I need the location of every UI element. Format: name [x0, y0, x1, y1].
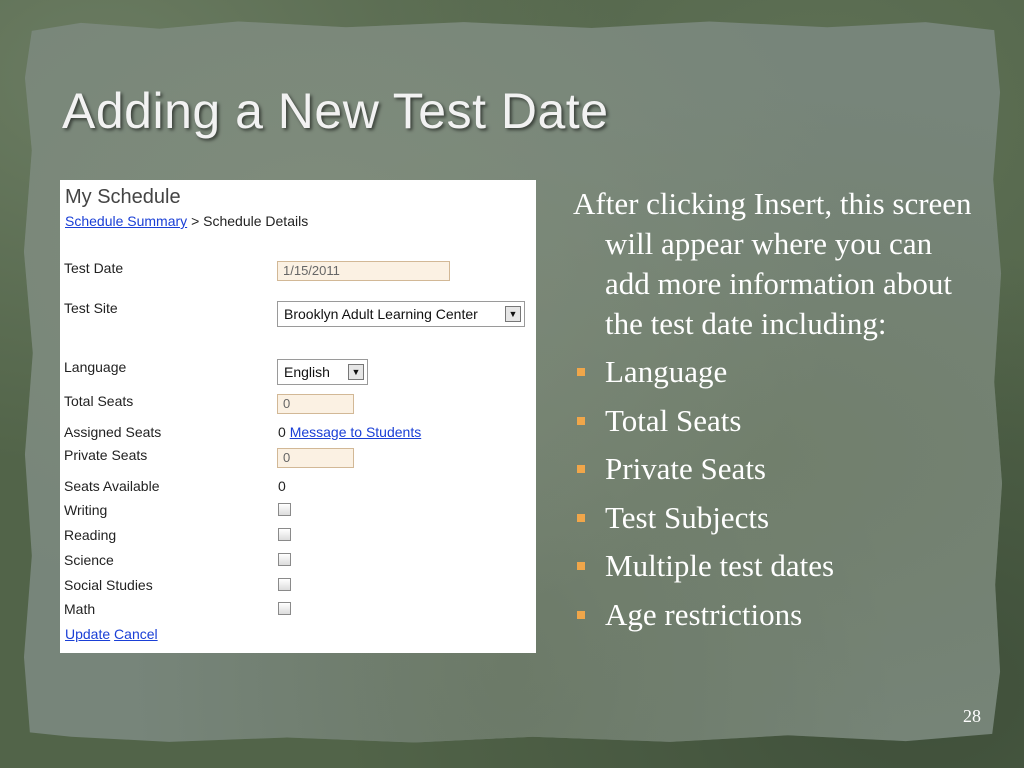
list-item-label: Language — [605, 354, 728, 389]
test-date-input[interactable]: 1/15/2011 — [277, 261, 450, 281]
update-link[interactable]: Update — [65, 626, 111, 642]
slide-title: Adding a New Test Date — [62, 83, 609, 139]
list-item-label: Multiple test dates — [605, 548, 835, 583]
social-studies-checkbox[interactable] — [278, 578, 291, 591]
math-checkbox[interactable] — [278, 602, 291, 615]
form-actions — [65, 626, 158, 642]
language-select[interactable] — [277, 359, 368, 385]
list-item — [573, 494, 973, 543]
message-to-students-link[interactable]: Message to Students — [289, 424, 422, 440]
private-seats-label: Private Seats — [64, 447, 148, 463]
total-seats-label: Total Seats — [64, 393, 134, 409]
slide-body-text — [573, 184, 973, 639]
bullet-square-icon — [577, 611, 585, 619]
feature-list — [573, 348, 973, 639]
private-seats-input[interactable]: 0 — [277, 448, 354, 468]
breadcrumb-current: Schedule Details — [203, 213, 309, 229]
writing-checkbox[interactable] — [278, 503, 291, 516]
list-item-label: Age restrictions — [605, 596, 803, 632]
test-site-value: Brooklyn Adult Learning Center — [284, 306, 478, 322]
reading-checkbox[interactable] — [278, 528, 291, 541]
list-item-label: Test Subjects — [605, 499, 770, 535]
chevron-down-icon[interactable]: ▼ — [505, 306, 521, 322]
list-item — [573, 591, 973, 640]
schedule-screenshot — [60, 180, 536, 653]
chevron-down-icon[interactable]: ▼ — [348, 364, 364, 380]
subject-label-reading: Reading — [64, 527, 117, 543]
test-site-label: Test Site — [64, 300, 118, 316]
breadcrumb-separator: > — [191, 213, 200, 229]
seats-available-label: Seats Available — [64, 478, 160, 494]
bullet-square-icon — [577, 514, 585, 522]
list-item-label: Private Seats — [605, 451, 766, 486]
science-checkbox[interactable] — [278, 553, 291, 566]
seats-available-value: 0 — [278, 478, 286, 494]
subject-label-writing: Writing — [64, 502, 108, 518]
bullet-square-icon — [577, 465, 585, 473]
schedule-summary-link[interactable]: Schedule Summary — [65, 213, 188, 229]
schedule-heading: My Schedule — [65, 186, 181, 208]
bullet-square-icon — [577, 368, 585, 376]
test-site-select[interactable] — [277, 301, 525, 327]
test-date-label: Test Date — [64, 260, 124, 276]
bullet-square-icon — [577, 417, 585, 425]
language-value: English — [284, 364, 330, 380]
page-number: 28 — [963, 706, 981, 726]
cancel-link[interactable]: Cancel — [114, 626, 158, 642]
assigned-seats-value: 0 — [278, 424, 286, 440]
subject-label-science: Science — [64, 552, 114, 568]
breadcrumb — [65, 213, 308, 229]
total-seats-input[interactable]: 0 — [277, 394, 354, 414]
subject-label-social-studies: Social Studies — [64, 577, 153, 593]
language-label: Language — [64, 359, 127, 375]
assigned-seats-row — [278, 424, 421, 440]
list-item — [573, 445, 973, 494]
list-item — [573, 542, 973, 591]
list-item — [573, 348, 973, 397]
intro-paragraph: After clicking Insert, this screen will appear where you can add more information about the test date including: — [573, 186, 972, 341]
list-item — [573, 397, 973, 446]
bullet-square-icon — [577, 562, 585, 570]
subject-label-math: Math — [64, 601, 96, 617]
assigned-seats-label: Assigned Seats — [64, 424, 162, 440]
list-item-label: Total Seats — [605, 402, 742, 438]
